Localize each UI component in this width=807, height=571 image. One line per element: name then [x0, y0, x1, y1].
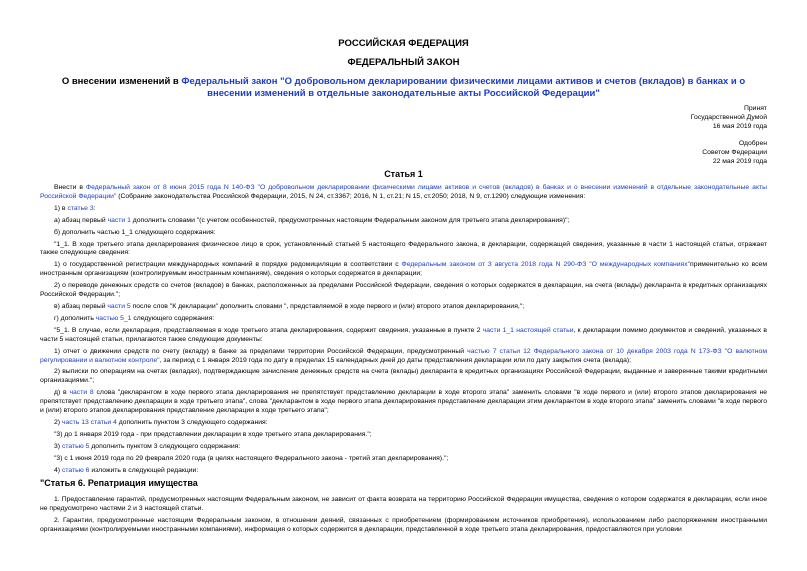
paragraph [40, 261, 767, 279]
paragraph [40, 217, 767, 226]
text: следующего содержания: [131, 314, 215, 322]
law-type-heading: ФЕДЕРАЛЬНЫЙ ЗАКОН [347, 57, 460, 68]
text: г) дополнить [54, 314, 96, 322]
adoption-line: Одобрен [738, 140, 767, 147]
paragraph [40, 443, 767, 452]
law-title-prefix: О внесении изменений в [61, 76, 182, 87]
country-heading: РОССИЙСКАЯ ФЕДЕРАЦИЯ [338, 38, 469, 49]
paragraph [40, 327, 767, 345]
law-link[interactable]: Федеральным законом от 3 августа 2018 года N 290-ФЗ "О международных компаниях" [401, 261, 691, 269]
text: в) абзац первый [54, 302, 108, 310]
article-6-heading: "Статья 6. Репатриация имущества [40, 478, 198, 489]
law-link[interactable]: частью 5_1 [95, 314, 132, 322]
text: слова "декларантом в ходе первого этапа декларирования не препятствует представлению декларации в ходе второго этапа" заменить словами "в ходе первого и (или) второго этапов декларирования не препятствует представлению декларации в ходе третьего этапа", слова "декларантом в ходе первого этапа декларирования представление декларации этим декларантом в ходе второго этапа" заменить словами "в ходе первого и (или) второго этапов декларирования представление декларации в ходе третьего этапа"; [40, 389, 767, 415]
paragraph: 2) выписки по операциям на счетах (вкладах), подтверждающие зачисление денежных средств на счета (вклады) декларанта в кредитных организациях Российской Федерации, выданные и заверенные такими кредитными организациями."; [40, 368, 767, 385]
text: дополнить словами "(с учетом особенностей, предусмотренных настоящим Федеральным законом для третьего этапа декларирования)"; [130, 216, 570, 224]
law-link[interactable]: части 1 [107, 216, 131, 224]
paragraph [40, 315, 767, 324]
paragraph [40, 467, 767, 476]
paragraph [40, 389, 767, 416]
adoption-council [702, 140, 767, 167]
paragraph: 2) о переводе денежных средств со счетов (вкладов) в банках, расположенных за пределами Российской Федерации, сведения о которых содержатся в декларации, на счета (вклады) декларанта в кредитных организациях Российской Федерации."; [40, 282, 767, 299]
paragraph: "3) до 1 января 2019 года - при представлении декларации в ходе третьего этапа декларирования."; [54, 430, 372, 438]
paragraph: 1. Предоставление гарантий, предусмотренных настоящим Федеральным законом, не зависит от факта возврата на территорию Российской Федерации имущества, сведения о котором содержатся в декларации, если иное не предусмотрено частями 2 и 3 настоящей статьи. [40, 496, 767, 513]
law-link[interactable]: Федеральный закон от 8 июня 2015 года N 140-ФЗ "О добровольном декларировании физическими лицами активов и счетов (вкладов) в банках и о внесении изменений в отдельные законодательные акты Российской Федерации" [40, 184, 767, 200]
text: 3) [54, 442, 62, 450]
law-link[interactable]: частью 7 статьи 12 Федерального закона от 10 декабря 2003 года N 173-ФЗ "О валютном регулировании и валютном контроле" [40, 347, 768, 364]
text: д) в [54, 389, 70, 397]
law-title-link[interactable]: Федеральный закон "О добровольном декларировании физическими лицами активов и счетов (вкладов) в банках и о внесении изменений в отдельные законодательные акты Российской Федерации" [181, 76, 746, 99]
adoption-line: Советом Федерации [702, 148, 767, 156]
text: 4) [54, 466, 62, 474]
adoption-line: Принят [743, 105, 767, 112]
text: (Собрание законодательства Российской Федерации, 2015, N 24, ст.3367; 2016, N 1, ст.21; N 15, ст.2050; 2018, N 9, ст.1290) следующие изменения: [116, 192, 586, 200]
text: применительно ко всем иностранным организациям (контролируемым иностранным компаниям), сведения о которых содержатся в декларации; [40, 261, 768, 278]
paragraph [40, 303, 767, 312]
adoption-line: 22 мая 2019 года [712, 157, 767, 165]
text: Внести в [54, 184, 86, 191]
law-link[interactable]: части 5 [107, 302, 131, 310]
text: , за период с 1 января 2019 года по дату в пределах 15 календарных дней до даты представления декларации или по дату закрытия счета (вклада); [159, 356, 632, 364]
adoption-line: Государственной Думой [690, 113, 767, 121]
adoption-line: 16 мая 2019 года [712, 122, 767, 130]
text: 1) отчет о движении средств по счету (вкладу) в банке за пределами территории Российской Федерации, предусмотренный [54, 347, 468, 355]
law-link[interactable]: части 1_1 настоящей статьи [482, 326, 574, 334]
paragraph [40, 184, 767, 202]
text: 1) в [54, 204, 68, 212]
text: : [93, 204, 96, 212]
law-link[interactable]: статью 5 [61, 442, 90, 450]
text: 1) о государственной регистрации международных компаний в порядке редомициляции в соответствии с [54, 261, 402, 269]
law-link[interactable]: статье 3 [67, 204, 94, 212]
paragraph: "1_1. В ходе третьего этапа декларирования физическое лицо в срок, установленный статьей 5 настоящего Федерального закона, в декларации, содержащей сведения, указанные в части 1 настоящей статьи, отражает также следующие сведения: [40, 240, 767, 257]
paragraph [40, 348, 767, 366]
paragraph: 2. Гарантии, предусмотренные настоящим Федеральным законом, в отношении деяний, связанных с приобретением (формированием источников приобретения), использованием либо распоряжением иностранными организациями (контролируемыми иностранными компаниями), информация о которых содержится в декларации, представленной в ходе третьего этапа декларирования, предоставляются при условии [40, 517, 767, 534]
text: "5_1. В случае, если декларация, представляемая в ходе третьего этапа декларирования, содержит сведения, указанные в пункте 2 [54, 326, 483, 334]
adoption-duma [691, 105, 767, 132]
law-title [40, 76, 767, 100]
paragraph: "3) с 1 июня 2019 года по 29 февраля 2020 года (в целях настоящего Федерального закона - третий этап декларирования)."; [54, 454, 449, 462]
law-link[interactable]: части 8 [69, 389, 94, 397]
text: дополнить пунктом 3 следующего содержания: [116, 418, 268, 426]
text: после слов "К декларации" дополнить словами ", представляемой в ходе первого и (или) второго этапов декларирования,"; [130, 302, 525, 310]
text: изложить в следующей редакции: [89, 466, 199, 474]
text: 2) [54, 418, 62, 426]
article-1-heading: Статья 1 [384, 169, 423, 179]
paragraph [40, 205, 767, 214]
text: а) абзац первый [54, 216, 108, 224]
paragraph: б) дополнить частью 1_1 следующего содержания: [54, 228, 216, 236]
text: дополнить пунктом 3 следующего содержания: [89, 442, 241, 450]
text: , к декларации помимо документов и сведений, указанных в части 5 настоящей статьи, прилагаются также следующие документы: [40, 326, 767, 343]
law-link[interactable]: статью 6 [61, 466, 90, 474]
paragraph [40, 419, 767, 428]
document-body [40, 184, 767, 538]
law-link[interactable]: часть 13 статьи 4 [61, 418, 117, 426]
